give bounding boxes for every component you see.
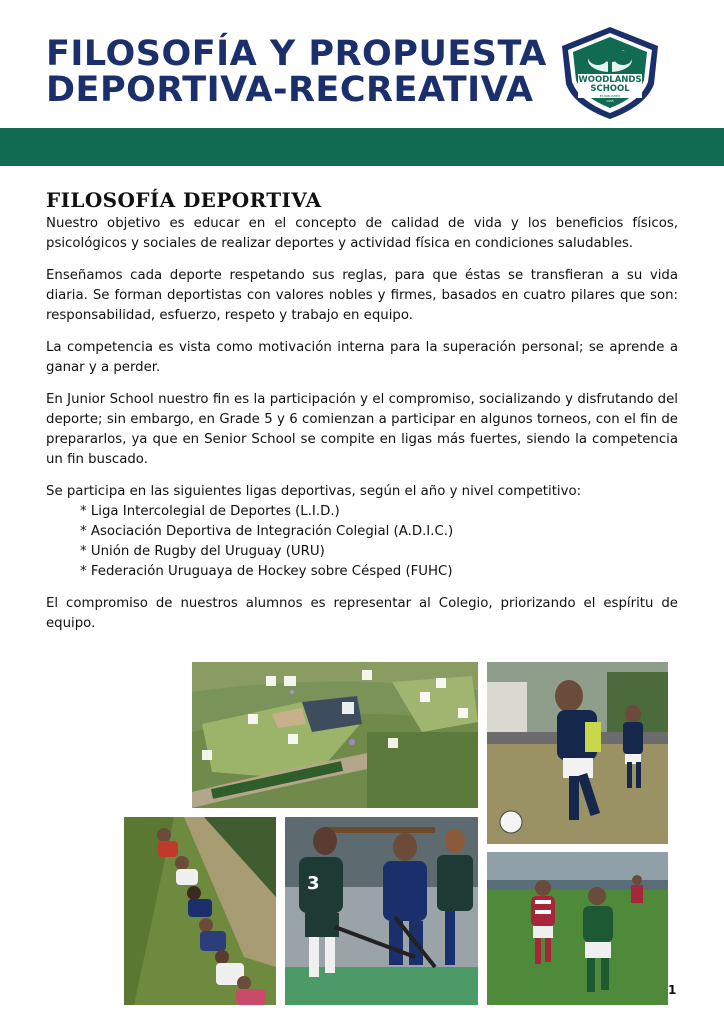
page-number: 1 xyxy=(668,983,677,997)
crest-year: 1995 xyxy=(606,99,614,103)
league-item-uru: * Unión de Rugby del Uruguay (URU) xyxy=(80,542,678,562)
league-item-adic: * Asociación Deportiva de Integración Colegial (A.D.I.C.) xyxy=(80,522,678,542)
paragraph-objective: Nuestro objetivo es educar en el concepto de calidad de vida y los beneficios físicos, psicológicos y sociales de realizar deportes y actividad física en condiciones saludables. xyxy=(46,216,678,251)
paragraph-closing: El compromiso de nuestros alumnos es representar al Colegio, priorizando el espíritu de equipo. xyxy=(46,596,678,631)
paragraph-leagues-intro: Se participa en las siguientes ligas deportivas, según el año y nivel competitivo: xyxy=(46,484,582,499)
hockey-jersey-number: 3 xyxy=(307,873,320,894)
crest-name-line2: SCHOOL xyxy=(590,84,630,94)
league-item-lid: * Liga Intercolegial de Deportes (L.I.D.) xyxy=(80,502,678,522)
crest-name-line1: WOODLANDS xyxy=(578,75,642,85)
paragraph-competition: La competencia es vista como motivación interna para la superación personal; se aprende a ganar y a perder. xyxy=(46,340,678,375)
league-item-fuhc: * Federación Uruguaya de Hockey sobre Césped (FUHC) xyxy=(80,562,678,582)
field-hockey-photo xyxy=(285,817,478,1005)
title-line-1: FILOSOFÍA Y PROPUESTA xyxy=(46,34,547,74)
leagues-list xyxy=(46,502,678,582)
paragraph-rules: Enseñamos cada deporte respetando sus reglas, para que éstas se transfieran a su vida diaria. Se forman deportistas con valores nobles y firmes, basados en cuatro pilares que son: responsabilidad, esfuerzo, respeto y trabajo en equipo. xyxy=(46,268,678,323)
section-content xyxy=(46,214,678,646)
soccer-photo xyxy=(487,662,668,844)
students-hill-photo xyxy=(124,817,276,1005)
title-line-2: DEPORTIVA-RECREATIVA xyxy=(46,70,534,110)
section-title: FILOSOFÍA DEPORTIVA xyxy=(46,188,322,212)
paragraph-junior-school: En Junior School nuestro fin es la participación y el compromiso, socializando y disfrutando del deporte; sin embargo, en Grade 5 y 6 comienzan a participar en algunos torneos, con el fin de prepararlos, ya que en Senior School se compite en ligas más fuertes, siendo la competencia un fin buscado. xyxy=(46,392,678,467)
page-title xyxy=(46,36,546,108)
green-header-band xyxy=(0,128,724,166)
campus-aerial-photo xyxy=(192,662,478,808)
school-crest-logo xyxy=(558,24,662,122)
rugby-photo xyxy=(487,852,668,1005)
crest-established: ESTABLISHED xyxy=(599,94,621,98)
